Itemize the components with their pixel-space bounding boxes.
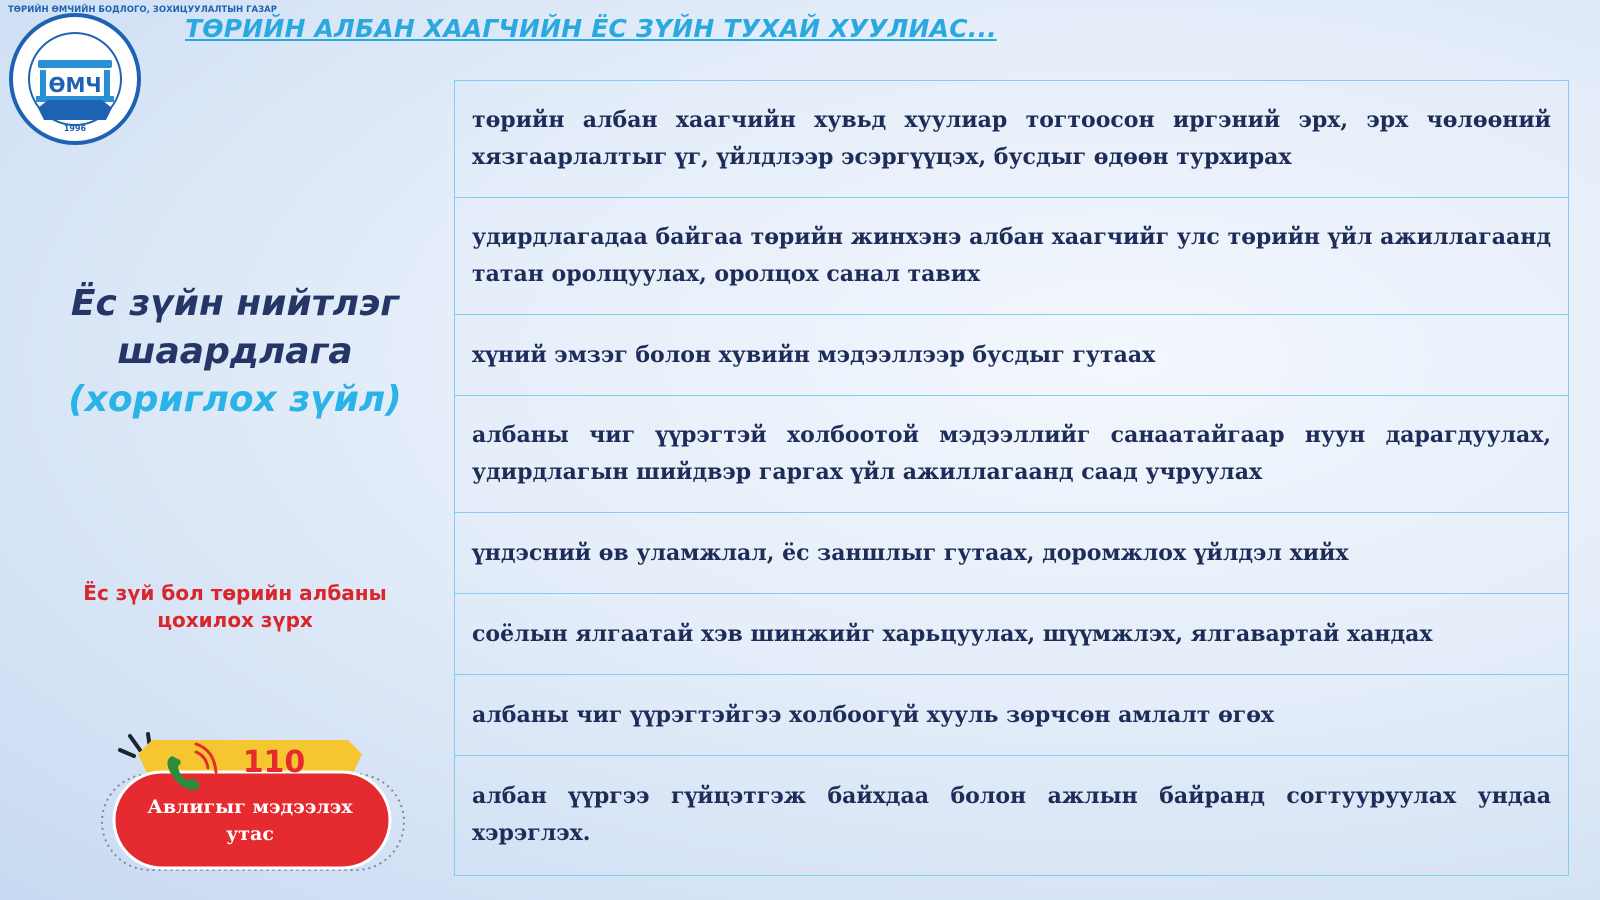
heading-line-2: шаардлага xyxy=(117,331,353,372)
rule-text: төрийн албан хаагчийн хувьд хуулиар тогтоосон иргэний эрх, эрх чөлөөний хязгаарлалтыг үг, үйлдлээр эсэргүүцэх, бусдыг өдөөн турхирах xyxy=(472,107,1551,170)
organization-logo xyxy=(8,5,277,146)
rule-text: албан үүргээ гүйцэтгэж байхдаа болон ажлын байранд согтууруулах ундаа хэрэглэх. xyxy=(472,782,1551,846)
rule-text: үндэсний өв уламжлал, ёс заншлыг гутаах, доромжлох үйлдэл хийх xyxy=(472,539,1349,566)
rule-text: хүний эмзэг болон хувийн мэдээллээр бусдыг гутаах xyxy=(472,341,1156,368)
hotline-badge xyxy=(100,730,410,880)
rule-row xyxy=(455,198,1568,315)
rules-table xyxy=(454,80,1569,876)
rule-row xyxy=(455,396,1568,513)
rule-text: албаны чиг үүрэгтэйгээ холбоогүй хууль зөрчсөн амлалт өгөх xyxy=(472,701,1275,728)
logo-ring-text: ТӨРИЙН ӨМЧИЙН БОДЛОГО, ЗОХИЦУУЛАЛТЫН ГАЗАР xyxy=(8,5,277,15)
logo-year: 1996 xyxy=(63,124,87,133)
page-title: ТӨРИЙН АЛБАН ХААГЧИЙН ЁС ЗҮЙН ТУХАЙ ХУУЛИАС... xyxy=(185,14,997,43)
motto-text: Ёс зүй бол төрийн албаны цохилох зүрх xyxy=(83,581,387,632)
rule-text: соёлын ялгаатай хэв шинжийг харьцуулах, шүүмжлэх, ялгавартай хандах xyxy=(472,620,1433,647)
heading-line-1: Ёс зүйн нийтлэг xyxy=(70,283,400,324)
rule-row xyxy=(455,594,1568,675)
section-heading xyxy=(40,280,430,424)
heading-line-3: (хориглох зүйл) xyxy=(68,379,402,420)
rule-row xyxy=(455,81,1568,198)
rule-row xyxy=(455,756,1568,873)
hotline-label-line1: Авлигыг мэдээлэх xyxy=(147,796,353,818)
rule-row xyxy=(455,675,1568,756)
rule-row xyxy=(455,315,1568,396)
rule-text: удирдлагадаа байгаа төрийн жинхэнэ албан хаагчийг улс төрийн үйл ажиллагаанд татан оролцуулах, оролцох санал тавих xyxy=(472,224,1551,287)
rule-text: албаны чиг үүрэгтэй холбоотой мэдээллийг санаатайгаар нуун дарагдуулах, удирдлагын шийдвэр гаргах үйл ажиллагаанд саад учруулах xyxy=(472,422,1551,485)
hotline-label-line2: утас xyxy=(226,823,274,845)
hotline-number: 110 xyxy=(242,745,306,780)
rule-row xyxy=(455,513,1568,594)
logo-monogram: ӨМЧ xyxy=(48,73,102,97)
